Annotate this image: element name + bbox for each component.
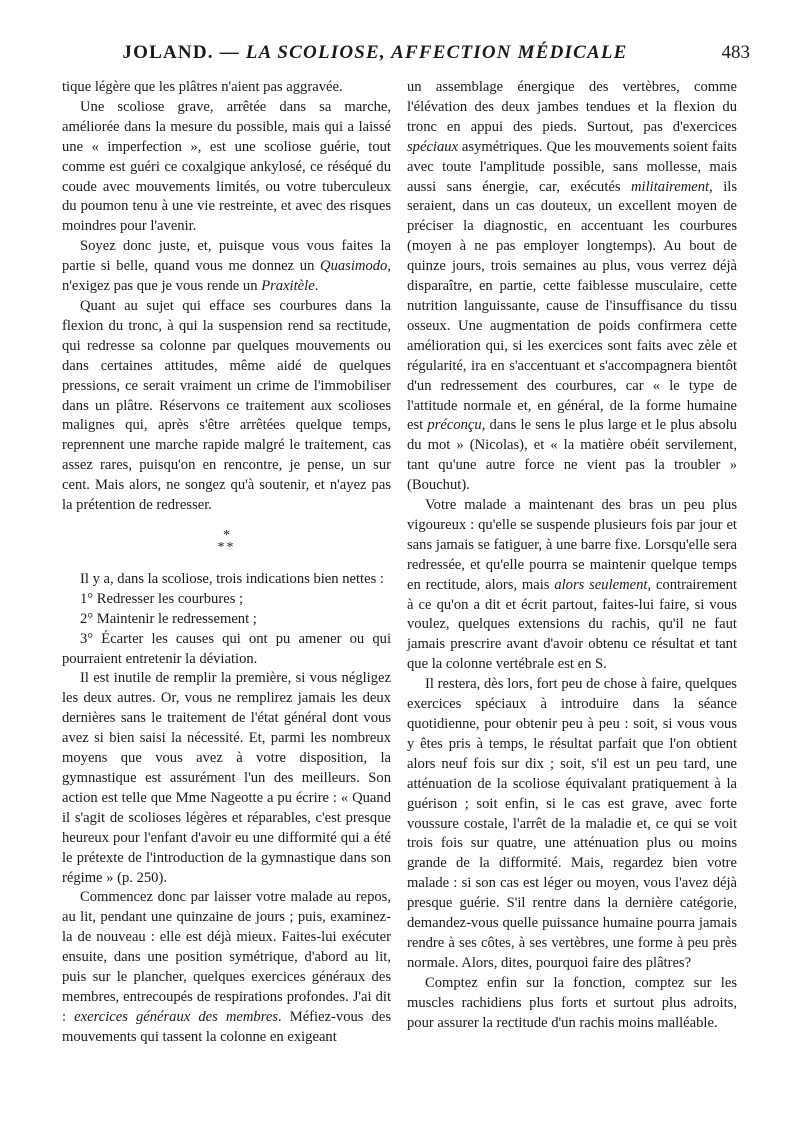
text-run: Soyez donc juste, et, puisque vous vous faites la partie si belle, quand vous me donnez un: [62, 238, 391, 275]
text-run: , n'exigez pas que je vous rende un: [62, 258, 391, 295]
italic-run: Quasimodo: [320, 258, 388, 275]
paragraph: Il y a, dans la scoliose, trois indications bien nettes :: [80, 570, 384, 587]
right-column: [407, 78, 737, 1034]
italic-run: exercices généraux des membres: [74, 1008, 278, 1025]
list-item: 1° Redresser les courbures ;: [80, 590, 244, 607]
asterism-top: *: [223, 527, 230, 543]
text-run: , contrairement à ce qu'on a dit et écrit partout, faites-lui faire, si vous voulez, quelques extensions du rachis, qu'il ne faut jamais prescrire avant d'avoir obtenu ce résultat et tant que la colonne vertébrale est en S.: [407, 576, 737, 673]
italic-run: spéciaux: [407, 138, 459, 155]
paragraph: Il est inutile de remplir la première, si vous négligez les deux autres. Or, vous ne remplirez jamais les deux dernières sans le traitement de l'état général dont vous avez si bien saisi la nécessité. Et, parmi les nombreux moyens que vous avez à votre disposition, la gymnastique est assurément l'un des meilleurs. Son action est telle que Mme Nageotte a pu écrire : « Quand il s'agit de scolioses légères et réparables, c'est presque heureux pour l'enfant d'avoir eu une difformité qui a été le prétexte de l'introduction de la gymnastique dans son régime » (p. 250).: [62, 670, 391, 886]
page-number: 483: [721, 42, 750, 63]
list-item: 3° Écarter les causes qui ont pu amener ou qui pourraient entretenir la déviation.: [62, 630, 391, 667]
italic-run: préconçu: [427, 417, 482, 434]
text-run: , dans le sens le plus large et le plus absolu du mot » (Nicolas), et « la matière obéit servilement, tant qu'une autre force ne vient pas la troubler » (Bouchut).: [407, 417, 737, 494]
paragraph: [407, 78, 737, 496]
italic-run: alors seulement: [554, 576, 648, 593]
text-run: Commencez donc par laisser votre malade au repos, au lit, pendant une quinzaine de jours ; puis, examinez-la de nouveau : elle est déjà mieux. Faites-lui exécuter ensuite, dans une position symétrique, d'abord au lit, puis sur le plancher, quelques exercices généraux des membres, entrecoupés de respirations profondes. J'ai dit :: [62, 889, 391, 1025]
title-subject: LA SCOLIOSE, AFFECTION MÉDICALE: [245, 42, 628, 63]
left-column: [62, 78, 391, 1048]
section-asterism: [62, 527, 391, 555]
text-run: asymétriques. Que les mouvements soient faits avec toute l'amplitude possible, sans mollesse, mais aussi sans énergie, car, exécutés: [407, 138, 737, 195]
asterism-bottom: **: [217, 539, 236, 555]
text-run: .: [314, 278, 319, 295]
italic-run: Praxitèle: [261, 278, 315, 295]
paragraph: Quant au sujet qui efface ses courbures dans la flexion du tronc, à qui la suspension rend sa rectitude, qui redresse sa colonne par quelques mouvements ou dans certaines attitudes, même aidé de quelques pressions, ce serait vraiment un crime de l'immobiliser dans un plâtre. Réservons ce traitement aux scolioses malignes qui, après s'être arrêtées quelque temps, reprennent une marche rapide malgré le traitement, cas assez rares, puisqu'on en rencontre, je pense, un sur cent. Mais alors, ne songez qu'à soutenir, et n'ayez pas la prétention de redresser.: [62, 297, 391, 514]
text-run: Votre malade a maintenant des bras un peu plus vigoureux : qu'elle se suspende plusieurs fois par jour et sans jamais se fatiguer, à une barre fixe. Lorsqu'elle sera redressée, et qu'elle pourra se maintenir quelque temps en rectitude, alors, mais: [407, 497, 737, 593]
text-run: , ils seraient, dans un cas douteux, un excellent moyen de préciser la diagnostic, en accentuant les courbures (moyen à ne pas employer longtemps). Au bout de quinze jours, trois semaines au plus, vous verrez déjà disparaître, en partie, cette faiblesse musculaire, cette nutrition languissante, cause de l'insuffisance du tissu osseux. Une augmentation de poids confirmera cette amélioration qui, si les exercices sont faits avec zèle et régularité, ira en s'accentuant et s'accompagnera bientôt d'un redressement des courbures, car « le type de l'attitude normale et, en général, de la forme humaine est: [407, 178, 737, 434]
running-header: [60, 42, 750, 68]
paragraph: Il restera, dès lors, fort peu de chose à faire, quelques exercices spéciaux à introduire dans la séance quotidienne, pour obtenir peu à peu : soit, si vous vous y êtes pris à temps, le résultat parfait que l'on obtient alors neuf fois sur dix ; soit, s'il est un peu tard, une atténuation de la scoliose équivalant pratiquement à la guérison ; soit enfin, si le cas est grave, avec forte voussure costale, l'arrêt de la maladie et, ce qui se voit trois fois sur quatre, une atténuation plus ou moins grande de la difformité. Mais, regardez bien votre malade : si son cas est léger ou moyen, vous l'avez déjà presque guérie. S'il rentre dans la dernière catégorie, demandez-vous quelle puissance humaine pourra jamais rendre à ses côtes, à ses vertèbres, une forme à peu près normale. Alors, dites, pourquoi faire des plâtres?: [407, 676, 737, 971]
paragraph: Comptez enfin sur la fonction, comptez sur les muscles rachidiens plus forts et surtout plus adroits, pour assurer la rectitude d'un rachis moins malléable.: [407, 974, 737, 1031]
paragraph: tique légère que les plâtres n'aient pas aggravée.: [62, 79, 343, 95]
paragraph: [62, 888, 391, 1047]
text-run: un assemblage énergique des vertèbres, comme l'élévation des deux jambes tendues et la flexion du tronc en appui des pieds. Surtout, pas d'exercices: [407, 79, 737, 135]
paragraph: [62, 237, 391, 297]
list-item: 2° Maintenir le redressement ;: [80, 610, 257, 627]
title-author: JOLAND. —: [122, 42, 246, 63]
text-run: . Méfiez-vous des mouvements qui tassent la colonne en exigeant: [62, 1008, 392, 1045]
italic-run: militairement: [631, 178, 710, 195]
page-title: [60, 42, 690, 64]
paragraph: Une scoliose grave, arrêtée dans sa marche, améliorée dans la mesure du possible, mais qui a laissé une « imperfection », est une scoliose guérie, tout comme est guéri ce coxalgique ankylosé, ce réséqué du coude avec mouvements limités, ou votre tuberculeux du poumon tenu à une vie restreinte, et avec des risques moindres pour l'avenir.: [62, 98, 391, 235]
paragraph: [407, 496, 737, 675]
